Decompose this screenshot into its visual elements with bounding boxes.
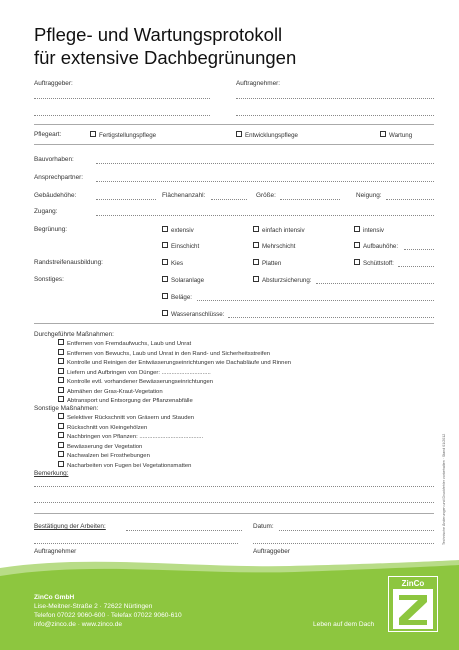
- access-label: Zugang:: [34, 208, 58, 215]
- remarks-line-2[interactable]: [34, 502, 434, 503]
- edge-slabs[interactable]: Platten: [253, 259, 281, 268]
- contact-field[interactable]: [96, 181, 434, 182]
- remarks-line-1[interactable]: [34, 486, 434, 487]
- care-option-development[interactable]: Entwicklungspflege: [236, 131, 298, 140]
- checkbox[interactable]: [253, 242, 259, 248]
- areas-field[interactable]: [211, 199, 247, 200]
- checkbox[interactable]: [162, 242, 168, 248]
- misc-solar[interactable]: Solaranlage: [162, 276, 204, 285]
- areas-label: Flächenanzahl:: [162, 192, 206, 199]
- divider: [34, 323, 434, 324]
- checkbox[interactable]: [58, 413, 64, 419]
- measure-item[interactable]: Abtransport und Entsorgung der Pflanzenabfälle: [58, 396, 291, 406]
- size-field[interactable]: [280, 199, 340, 200]
- measure-item[interactable]: Kontrolle evtl. vorhandener Bewässerungseinrichtungen: [58, 377, 291, 387]
- greening-extensive[interactable]: extensiv: [162, 226, 194, 235]
- checkbox[interactable]: [58, 432, 64, 438]
- footer-web[interactable]: info@zinco.de · www.zinco.de: [34, 621, 123, 628]
- checkbox[interactable]: [253, 259, 259, 265]
- other-measure-item[interactable]: Nacharbeiten von Fugen bei Vegetationsmatten: [58, 461, 203, 471]
- bulk-field[interactable]: [398, 266, 434, 267]
- z-logo-icon: [393, 589, 433, 629]
- checkbox[interactable]: [58, 339, 64, 345]
- measure-item[interactable]: Entfernen von Fremdaufwuchs, Laub und Unrat: [58, 339, 291, 349]
- care-option-completion[interactable]: Fertigstellungspflege: [90, 131, 156, 140]
- greening-simple-intensive[interactable]: einfach intensiv: [253, 226, 305, 235]
- confirmation-label: Bestätigung der Arbeiten:: [34, 523, 106, 530]
- contact-label: Ansprechpartner:: [34, 174, 84, 181]
- contractor-signature-label: Auftragnehmer: [34, 548, 77, 555]
- checkbox[interactable]: [90, 131, 96, 137]
- footer-address: Lise-Meitner-Straße 2 · 72622 Nürtingen: [34, 603, 153, 610]
- logo-text: ZinCo: [401, 579, 425, 588]
- contractor-line-2[interactable]: [236, 115, 434, 116]
- care-option-maintenance[interactable]: Wartung: [380, 131, 412, 140]
- checkbox[interactable]: [162, 310, 168, 316]
- checkbox[interactable]: [354, 259, 360, 265]
- footer-phone: Telefon 07022 9060-600 · Telefax 07022 9060-610: [34, 612, 182, 619]
- contractor-label: Auftragnehmer:: [236, 80, 281, 87]
- client-signature-line[interactable]: [253, 543, 434, 544]
- checkbox[interactable]: [58, 423, 64, 429]
- checkbox[interactable]: [162, 259, 168, 265]
- misc-water-connections[interactable]: Wasseranschlüsse:: [162, 310, 224, 319]
- other-measure-item[interactable]: Nachwalzen bei Frosthebungen: [58, 451, 203, 461]
- checkbox[interactable]: [58, 451, 64, 457]
- measures-list: [58, 339, 291, 406]
- care-label: Pflegeart:: [34, 131, 62, 138]
- height-field[interactable]: [96, 199, 156, 200]
- date-field[interactable]: [279, 530, 434, 531]
- client-line-2[interactable]: [34, 115, 210, 116]
- contractor-signature-line[interactable]: [34, 543, 238, 544]
- footer-company: ZinCo GmbH: [34, 594, 75, 601]
- measure-item[interactable]: Entfernen von Bewuchs, Laub und Unrat in den Rand- und Sicherheitsstreifen: [58, 349, 291, 359]
- checkbox[interactable]: [253, 276, 259, 282]
- misc-label: Sonstiges:: [34, 276, 64, 283]
- measure-item[interactable]: Abmähen der Gras-Kraut-Vegetation: [58, 387, 291, 397]
- access-field[interactable]: [96, 215, 434, 216]
- side-note: Technische Änderungen und Druckfehler vorbehalten · Stand 01/2012: [442, 433, 446, 545]
- other-measure-item[interactable]: Bewässerung der Vegetation: [58, 442, 203, 452]
- checkbox[interactable]: [58, 396, 64, 402]
- greening-build-height[interactable]: Aufbauhöhe:: [354, 242, 398, 251]
- other-measures-list: [58, 413, 203, 470]
- other-measure-item[interactable]: Rückschnitt von Kleingehölzen: [58, 423, 203, 433]
- footer-slogan: Leben auf dem Dach: [313, 621, 375, 628]
- other-measure-item[interactable]: Selektiver Rückschnitt von Gräsern und Stauden: [58, 413, 203, 423]
- measure-item[interactable]: Kontrolle und Reinigen der Entwässerungseinrichtungen wie Dachabläufe und Rinnen: [58, 358, 291, 368]
- fall-protection-field[interactable]: [316, 283, 434, 284]
- checkbox[interactable]: [58, 368, 64, 374]
- divider: [34, 124, 434, 125]
- edge-label: Randstreifenausbildung:: [34, 259, 103, 266]
- checkbox[interactable]: [354, 242, 360, 248]
- zinco-logo: [388, 576, 438, 632]
- construction-label: Bauvorhaben:: [34, 156, 74, 163]
- other-measure-item[interactable]: Nachbringen von Pflanzen: .......................................: [58, 432, 203, 442]
- remarks-label: Bemerkung:: [34, 470, 69, 477]
- client-line-1[interactable]: [34, 98, 210, 99]
- greening-intensive[interactable]: intensiv: [354, 226, 384, 235]
- height-label: Gebäudehöhe:: [34, 192, 77, 199]
- checkbox[interactable]: [253, 226, 259, 232]
- divider: [34, 144, 434, 145]
- greening-single-layer[interactable]: Einschicht: [162, 242, 199, 251]
- coverings-field[interactable]: [197, 300, 434, 301]
- checkbox[interactable]: [162, 276, 168, 282]
- checkbox[interactable]: [58, 358, 64, 364]
- divider: [34, 513, 434, 514]
- measures-title: Durchgeführte Maßnahmen:: [34, 331, 114, 338]
- edge-gravel[interactable]: Kies: [162, 259, 183, 268]
- confirmation-field[interactable]: [126, 530, 242, 531]
- measure-item[interactable]: Liefern und Aufbringen von Dünger: ..............................: [58, 368, 291, 378]
- checkbox[interactable]: [58, 387, 64, 393]
- misc-coverings[interactable]: Beläge:: [162, 293, 192, 302]
- build-height-field[interactable]: [404, 249, 434, 250]
- other-measures-title: Sonstige Maßnahmen:: [34, 405, 99, 412]
- checkbox[interactable]: [354, 226, 360, 232]
- slope-label: Neigung:: [356, 192, 382, 199]
- size-label: Größe:: [256, 192, 276, 199]
- client-signature-label: Auftraggeber: [253, 548, 290, 555]
- checkbox[interactable]: [380, 131, 386, 137]
- checkbox[interactable]: [236, 131, 242, 137]
- title-line-2: für extensive Dachbegrünungen: [34, 47, 297, 68]
- checkbox[interactable]: [58, 442, 64, 448]
- contractor-line-1[interactable]: [236, 98, 434, 99]
- edge-bulk[interactable]: Schüttstoff:: [354, 259, 394, 268]
- date-label: Datum:: [253, 523, 274, 530]
- misc-fall-protection[interactable]: Absturzsicherung:: [253, 276, 312, 285]
- checkbox[interactable]: [58, 377, 64, 383]
- checkbox[interactable]: [162, 293, 168, 299]
- slope-field[interactable]: [386, 199, 434, 200]
- checkbox[interactable]: [162, 226, 168, 232]
- construction-field[interactable]: [96, 163, 434, 164]
- client-label: Auftraggeber:: [34, 80, 73, 87]
- greening-multi-layer[interactable]: Mehrschicht: [253, 242, 295, 251]
- checkbox[interactable]: [58, 349, 64, 355]
- checkbox[interactable]: [58, 461, 64, 467]
- title-line-1: Pflege- und Wartungsprotokoll: [34, 24, 283, 45]
- greening-label: Begrünung:: [34, 226, 68, 233]
- water-connections-field[interactable]: [228, 317, 434, 318]
